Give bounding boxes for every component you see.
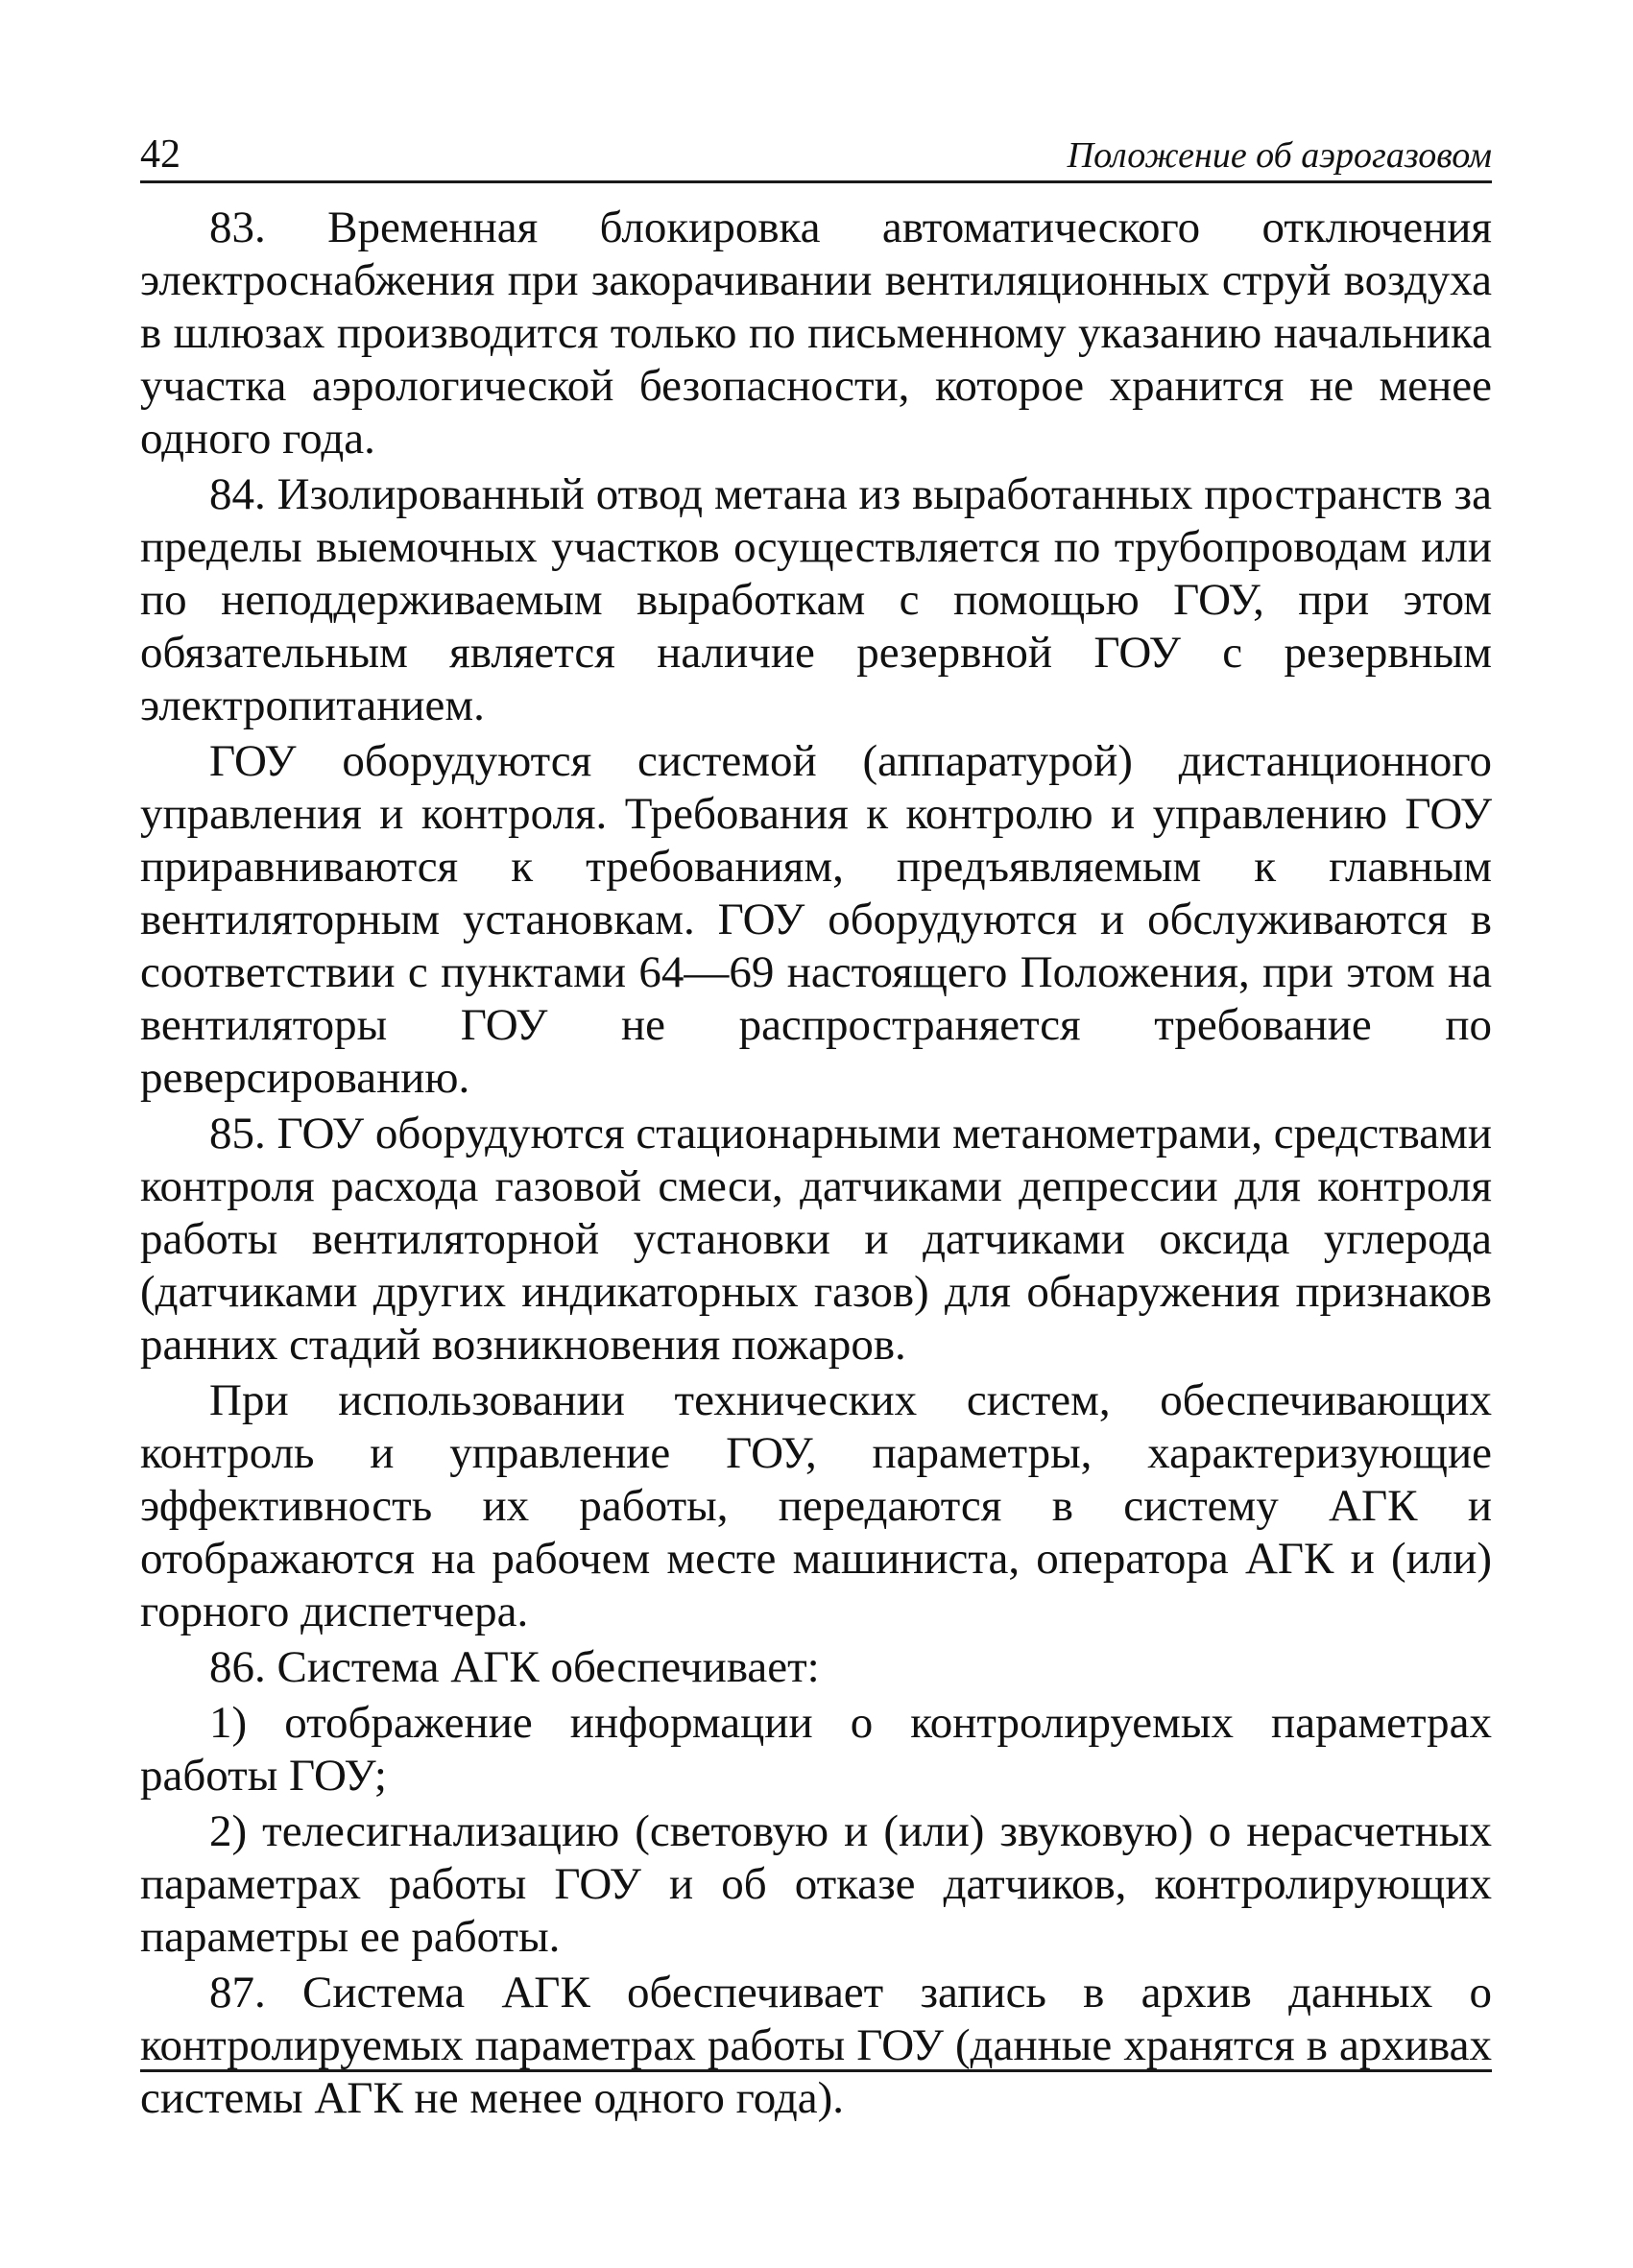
paragraph-85: 85. ГОУ оборудуются стационарными метанометрами, средствами контроля расхода газовой смеси, датчиками депрессии для контроля работы вентиляторной установки и датчиками оксида углерода (датчиками других индикаторных газов) для обнаружения признаков ранних стадий возникновения пожаров. xyxy=(140,1109,1492,1370)
running-header xyxy=(140,131,1492,183)
list-item-2: 2) телесигнализацию (световую и (или) звуковую) о нерасчетных параметрах работы ГОУ и об отказе датчиков, контролирующих параметры ее работы. xyxy=(140,1806,1492,1962)
paragraph-84: 84. Изолированный отвод метана из выработанных пространств за пределы выемочных участков осуществляется по трубопроводам или по неподдерживаемым выработкам с помощью ГОУ, при этом обязательным является наличие резервной ГОУ с резервным электропитанием. xyxy=(140,469,1492,730)
running-title: Положение об аэрогазовом xyxy=(1067,135,1492,176)
paragraph-86: 86. Система АГК обеспечивает: xyxy=(209,1642,820,1692)
paragraph-gou-control: ГОУ оборудуются системой (аппаратурой) дистанционного управления и контроля. Требования к контролю и управлению ГОУ приравниваются к требованиям, предъявляемым к главным вентиляторным установкам. ГОУ оборудуются и обслуживаются в соответствии с пунктами 64—69 настоящего Положения, при этом на вентиляторы ГОУ не распространяется требование по реверсированию. xyxy=(140,736,1492,1103)
paragraph-87: 87. Система АГК обеспечивает запись в архив данных о контролируемых параметрах работы ГОУ (данные хранятся в архивах системы АГК не менее одного года). xyxy=(140,1968,1492,2123)
paragraph-technical-systems: При использовании технических систем, обеспечивающих контроль и управление ГОУ, параметры, характеризующие эффективность их работы, передаются в систему АГК и отображаются на рабочем месте машиниста, оператора АГК и (или) горного диспетчера. xyxy=(140,1375,1492,1636)
bottom-rule xyxy=(140,2069,1492,2072)
list-item-1: 1) отображение информации о контролируемых параметрах работы ГОУ; xyxy=(140,1698,1492,1801)
body-text xyxy=(140,202,1492,2128)
page-number: 42 xyxy=(140,132,180,177)
paragraph-83: 83. Временная блокировка автоматического отключения электроснабжения при закорачивании вентиляционных струй воздуха в шлюзах производится только по письменному указанию начальника участка аэрологической безопасности, которое хранится не менее одного года. xyxy=(140,203,1492,464)
